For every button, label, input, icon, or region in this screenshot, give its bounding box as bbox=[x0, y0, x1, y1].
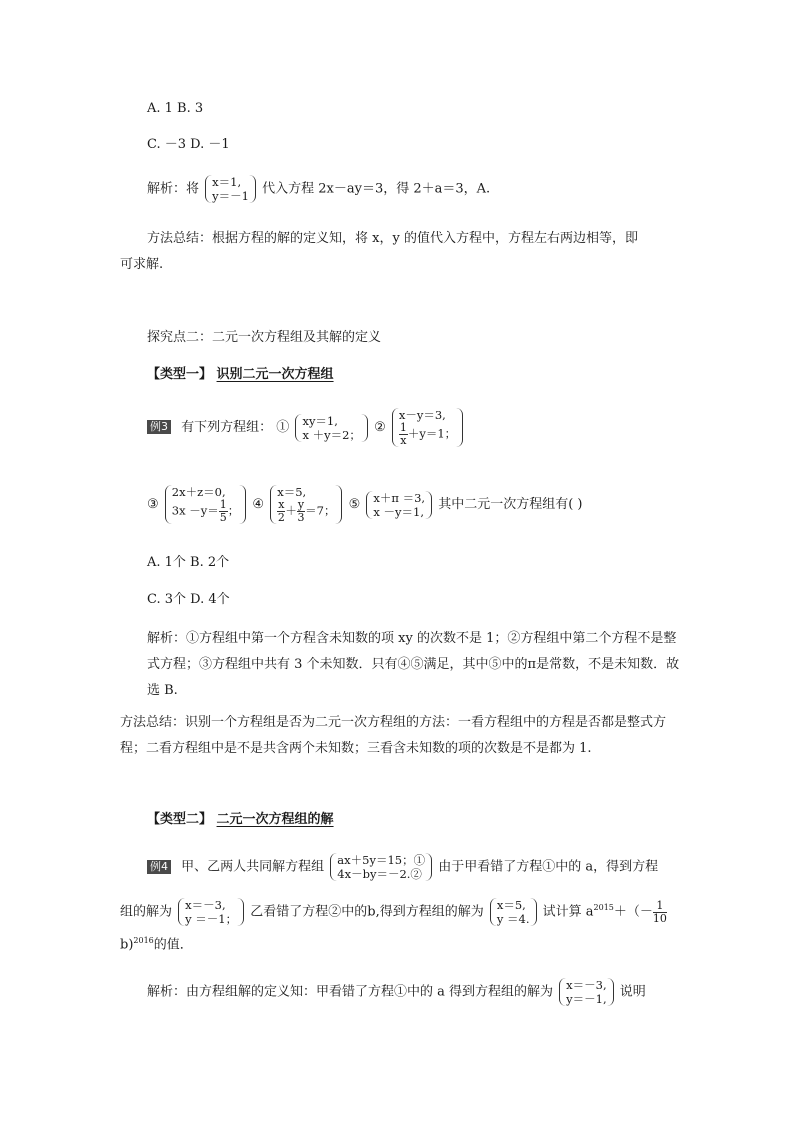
system-line: ＋ bbox=[285, 503, 297, 518]
item-number: ④ bbox=[252, 497, 265, 512]
analysis-text: 说明 bbox=[619, 984, 646, 1000]
analysis-suffix: 代入方程 2x－ay＝3，得 2＋a＝3，A. bbox=[262, 181, 491, 197]
example-text: 的值． bbox=[153, 937, 193, 953]
example3-row1 bbox=[147, 408, 465, 447]
system-line: x＋π ＝3, bbox=[373, 490, 426, 505]
example4-row1 bbox=[147, 853, 658, 881]
item-number: ③ bbox=[147, 497, 159, 512]
system-line: x＝－3, bbox=[185, 898, 226, 912]
example4-row3 bbox=[120, 932, 193, 954]
fraction-num: 1 bbox=[219, 498, 227, 511]
ex3-options-ab: A. 1个 B. 2个 bbox=[147, 555, 230, 570]
fraction-num: y bbox=[297, 498, 305, 511]
fraction-den: x bbox=[400, 434, 407, 447]
example4-row2 bbox=[120, 898, 667, 926]
system-4 bbox=[270, 485, 342, 524]
item-number: ① bbox=[276, 420, 290, 435]
exponent: 2016 bbox=[133, 936, 154, 945]
item-number: ② bbox=[374, 420, 386, 435]
system-line: x －y＝1, bbox=[373, 504, 425, 519]
solution-system-2 bbox=[490, 898, 537, 926]
system-2 bbox=[392, 408, 463, 447]
fraction-den: 10 bbox=[652, 911, 667, 925]
system-line: ； bbox=[227, 503, 240, 518]
type1-heading bbox=[147, 366, 334, 384]
system-line: x＝1, bbox=[212, 175, 242, 189]
example3-row2 bbox=[147, 485, 583, 524]
analysis-text: 解析：由方程组解的定义知：甲看错了方程①中的 a 得到方程组的解为 bbox=[147, 984, 554, 1000]
options-ab: A. 1 B. 3 bbox=[147, 101, 204, 116]
method-summary-line2: 可求解. bbox=[120, 257, 164, 272]
system-3 bbox=[165, 485, 246, 524]
system-line: x＝－3, bbox=[566, 978, 607, 992]
system-line: ＝7； bbox=[305, 503, 336, 518]
system-line: y＝－1, bbox=[566, 992, 607, 1006]
fraction-den: 3 bbox=[297, 511, 305, 524]
type-label: 【类型一】 bbox=[147, 367, 213, 382]
fraction-num: 1 bbox=[399, 421, 407, 434]
ex3-options-cd: C. 3个 D. 4个 bbox=[147, 592, 230, 607]
example-stem: 甲、乙两人共同解方程组 bbox=[181, 859, 325, 875]
type-title: 识别二元一次方程组 bbox=[216, 367, 334, 382]
system-line: x ＋y＝2； bbox=[302, 427, 361, 442]
fraction-num: 1 bbox=[653, 900, 667, 913]
example-text: b) bbox=[120, 937, 134, 953]
type-label: 【类型二】 bbox=[147, 812, 213, 827]
equation-system bbox=[330, 853, 432, 881]
example-text: 试计算 a bbox=[542, 904, 594, 920]
question-text: 其中二元一次方程组有( ) bbox=[438, 497, 583, 512]
solution-system bbox=[559, 978, 613, 1006]
system-line: y ＝－1； bbox=[185, 912, 238, 926]
system-line: 2x＋z＝0, bbox=[171, 485, 226, 499]
system-line: x＝5, bbox=[277, 485, 307, 499]
method-text: 方法总结：识别一个方程组是否为二元一次方程组的方法：一看方程组中的方程是否都是整式方程；二看方程组中是不是共含两个未知数；三看含未知数的项的次数是不是都为 1. bbox=[120, 715, 667, 756]
fraction-den: 5 bbox=[219, 511, 227, 524]
example-stem: 有下列方程组： bbox=[181, 420, 273, 435]
system-line: x＝5, bbox=[496, 898, 526, 912]
example-text: ＋（－ bbox=[613, 904, 653, 920]
system-line: xy＝1, bbox=[302, 413, 338, 428]
exponent: 2015 bbox=[593, 903, 614, 913]
system-line: x－y＝3, bbox=[398, 408, 446, 422]
item-number: ⑤ bbox=[348, 497, 361, 512]
ex3-analysis bbox=[120, 626, 680, 704]
system-line: 3x －y＝ bbox=[171, 503, 219, 518]
system-line: ＋y＝1； bbox=[407, 426, 457, 441]
section-title: 探究点二：二元一次方程组及其解的定义 bbox=[147, 330, 382, 345]
example-text: 由于甲看错了方程①中的 a，得到方程 bbox=[438, 859, 659, 875]
type2-heading bbox=[147, 811, 334, 829]
system-line: ax＋5y＝15；① bbox=[337, 853, 426, 867]
fraction-num: x bbox=[278, 498, 285, 511]
type-title: 二元一次方程组的解 bbox=[216, 812, 334, 827]
fraction-den: 2 bbox=[277, 511, 285, 524]
system-line: y ＝4. bbox=[496, 912, 530, 926]
options-cd: C. －3 D. －1 bbox=[147, 137, 230, 152]
example-badge: 例3 bbox=[147, 420, 171, 434]
system-line: 4x－by＝－2.② bbox=[337, 867, 422, 881]
example-text: 乙看错了方程②中的b,得到方程组的解为 bbox=[250, 904, 484, 920]
solution-system-1 bbox=[178, 898, 244, 926]
system-5 bbox=[366, 491, 432, 519]
system-1 bbox=[295, 414, 367, 442]
analysis-text: 解析：①方程组中第一个方程含未知数的项 xy 的次数不是 1；②方程组中第二个方程不是整式方程；③方程组中共有 3 个未知数．只有④⑤满足，其中⑤中的π是常数，不是未知数．故选 B. bbox=[147, 631, 680, 698]
system-line: y＝－1 bbox=[212, 189, 249, 203]
solution-system bbox=[205, 175, 256, 203]
example-badge: 例4 bbox=[147, 860, 171, 874]
ex3-method bbox=[120, 710, 680, 762]
method-summary-line1: 方法总结：根据方程的解的定义知，将 x，y 的值代入方程中，方程左右两边相等，即 bbox=[147, 231, 638, 246]
analysis-line bbox=[147, 175, 490, 203]
example-text: 组的解为 bbox=[120, 904, 173, 920]
analysis-prefix: 解析：将 bbox=[147, 181, 200, 197]
ex4-analysis bbox=[147, 978, 646, 1006]
